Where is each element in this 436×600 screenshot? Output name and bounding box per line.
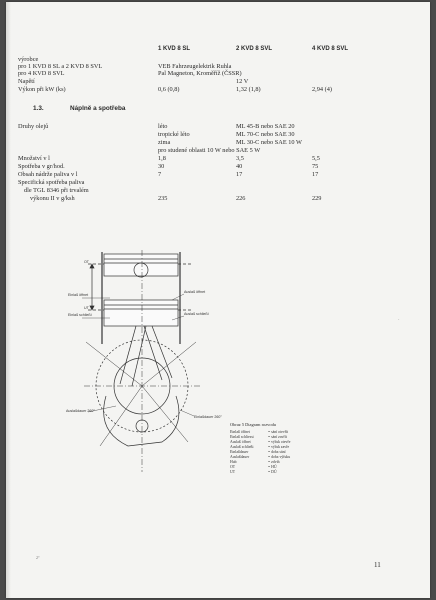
legend-meaning: sání otevřít [271,430,289,434]
table-row-label: Výkon při kW (ks) [18,86,66,93]
oil-season: léto [158,123,168,130]
legend-eq: = [268,460,271,464]
table-cell: 5,5 [312,155,320,162]
legend-term: Auslaß öffnet [230,440,251,444]
ut-label: UT [84,306,89,310]
ot-label: OT [84,260,89,264]
table-cell: 0,6 (0,8) [158,86,180,93]
footer-mark: 2° [36,555,40,560]
table-cell: 235 [158,195,168,202]
table-cell: 12 V [236,78,249,85]
table-cell: 1,32 (1,8) [236,86,261,93]
auslass-oeffnet-label: Auslaß öffnet [184,290,206,294]
legend-meaning: DÚ [271,470,277,474]
table-cell: Pal Magneton, Kroměříž (ČSSR) [158,70,242,77]
legend-eq: = [268,445,271,449]
legend-eq: = [268,435,271,439]
table-row-label: Napětí [18,78,35,85]
auslassdauer-label: Auslaßdauer 260° [66,409,95,413]
table-cell: 3,5 [236,155,244,162]
legend-term: UT [230,470,236,474]
legend-meaning: doba sání [271,450,286,454]
col-header-3: 4 KVD 8 SVL [312,46,349,52]
table-cell: 1,8 [158,155,166,162]
oil-season: pro studené oblasti 10 W nebo SAE 5 W [158,147,261,154]
table-cell: 40 [236,163,243,170]
document-page [6,2,430,598]
valve-timing-diagram [66,246,249,474]
table-cell: VEB Fahrzeugelektrik Ruhla [158,63,232,70]
legend-meaning: výfuk zavře [271,445,290,449]
legend-term: Einlaß öffnet [230,430,250,434]
legend-eq: = [268,450,271,454]
einlassdauer-label: Einlaßdauer 260° [194,415,222,419]
legend-meaning: zdvih [271,460,280,464]
table-row-label: výrobce [18,56,39,63]
legend-meaning: doba výfuku [271,455,291,459]
table-row-label: Množství v l [18,155,50,162]
table-row-label: Specifická spotřeba paliva [18,179,85,186]
legend-term: Auslaßdauer [230,455,250,459]
table-row-label: Obsah nádrže paliva v l [18,171,78,178]
legend-eq: = [268,430,271,434]
table-cell: 226 [236,195,246,202]
table-row-label: dle TGL 8346 při trvalém [24,187,89,194]
legend-term: Einlaß schliesst [230,435,254,439]
figure-caption: Obraz 5 Diagram rozvodu [230,422,276,427]
legend-eq: = [268,440,271,444]
legend-eq: = [268,470,271,474]
table-cell: 7 [158,171,162,178]
oils-label: Druhy olejů [18,123,49,130]
col-header-2: 2 KVD 8 SVL [236,46,273,52]
legend-meaning: HÚ [271,465,277,469]
legend-term: Hub [230,460,237,464]
table-row-label: Spotřeba v gr/hod. [18,163,65,170]
table-cell: 75 [312,163,319,170]
auslass-schliesst-label: Auslaß schließt [184,312,209,316]
oil-season: tropické léto [158,131,190,138]
table-cell: 17 [312,171,319,178]
table-cell: 30 [158,163,165,170]
section-title: Náplně a spotřeba [70,105,126,112]
table-cell: 17 [236,171,243,178]
legend-term: Auslaß schließt [230,445,254,449]
table-row-label: pro 1 KVD 8 SL a 2 KVD 8 SVL [18,63,103,70]
legend-eq: = [268,465,271,469]
einlass-oeffnet-label: Einlaß öffnet [68,293,89,297]
einlass-schliesst-label: Einlaß schließt [68,313,92,317]
legend-term: Einlaßdauer [230,450,249,454]
table-cell: 2,94 (4) [312,86,332,93]
table-cell: 229 [312,195,322,202]
table-row-label: pro 4 KVD 8 SVL [18,70,65,77]
oil-season: zima [158,139,171,146]
legend-meaning: sání zavřít [271,435,287,439]
col-header-1: 1 KVD 8 SL [158,46,191,52]
margin-mark: · [398,318,400,323]
page-number: 11 [374,561,381,569]
legend-eq: = [268,455,271,459]
legend-meaning: výfuk otevře [271,440,291,444]
oil-type: ML 70-C nebo SAE 30 [236,131,295,138]
legend-term: OT [230,465,236,469]
table-row-label: výkonu II v g/ksh [30,195,75,202]
oil-type: ML 45-B nebo SAE 20 [236,123,295,130]
oil-type: ML 30-C nebo SAE 10 W [236,139,302,146]
section-number: 1.3. [33,105,44,112]
